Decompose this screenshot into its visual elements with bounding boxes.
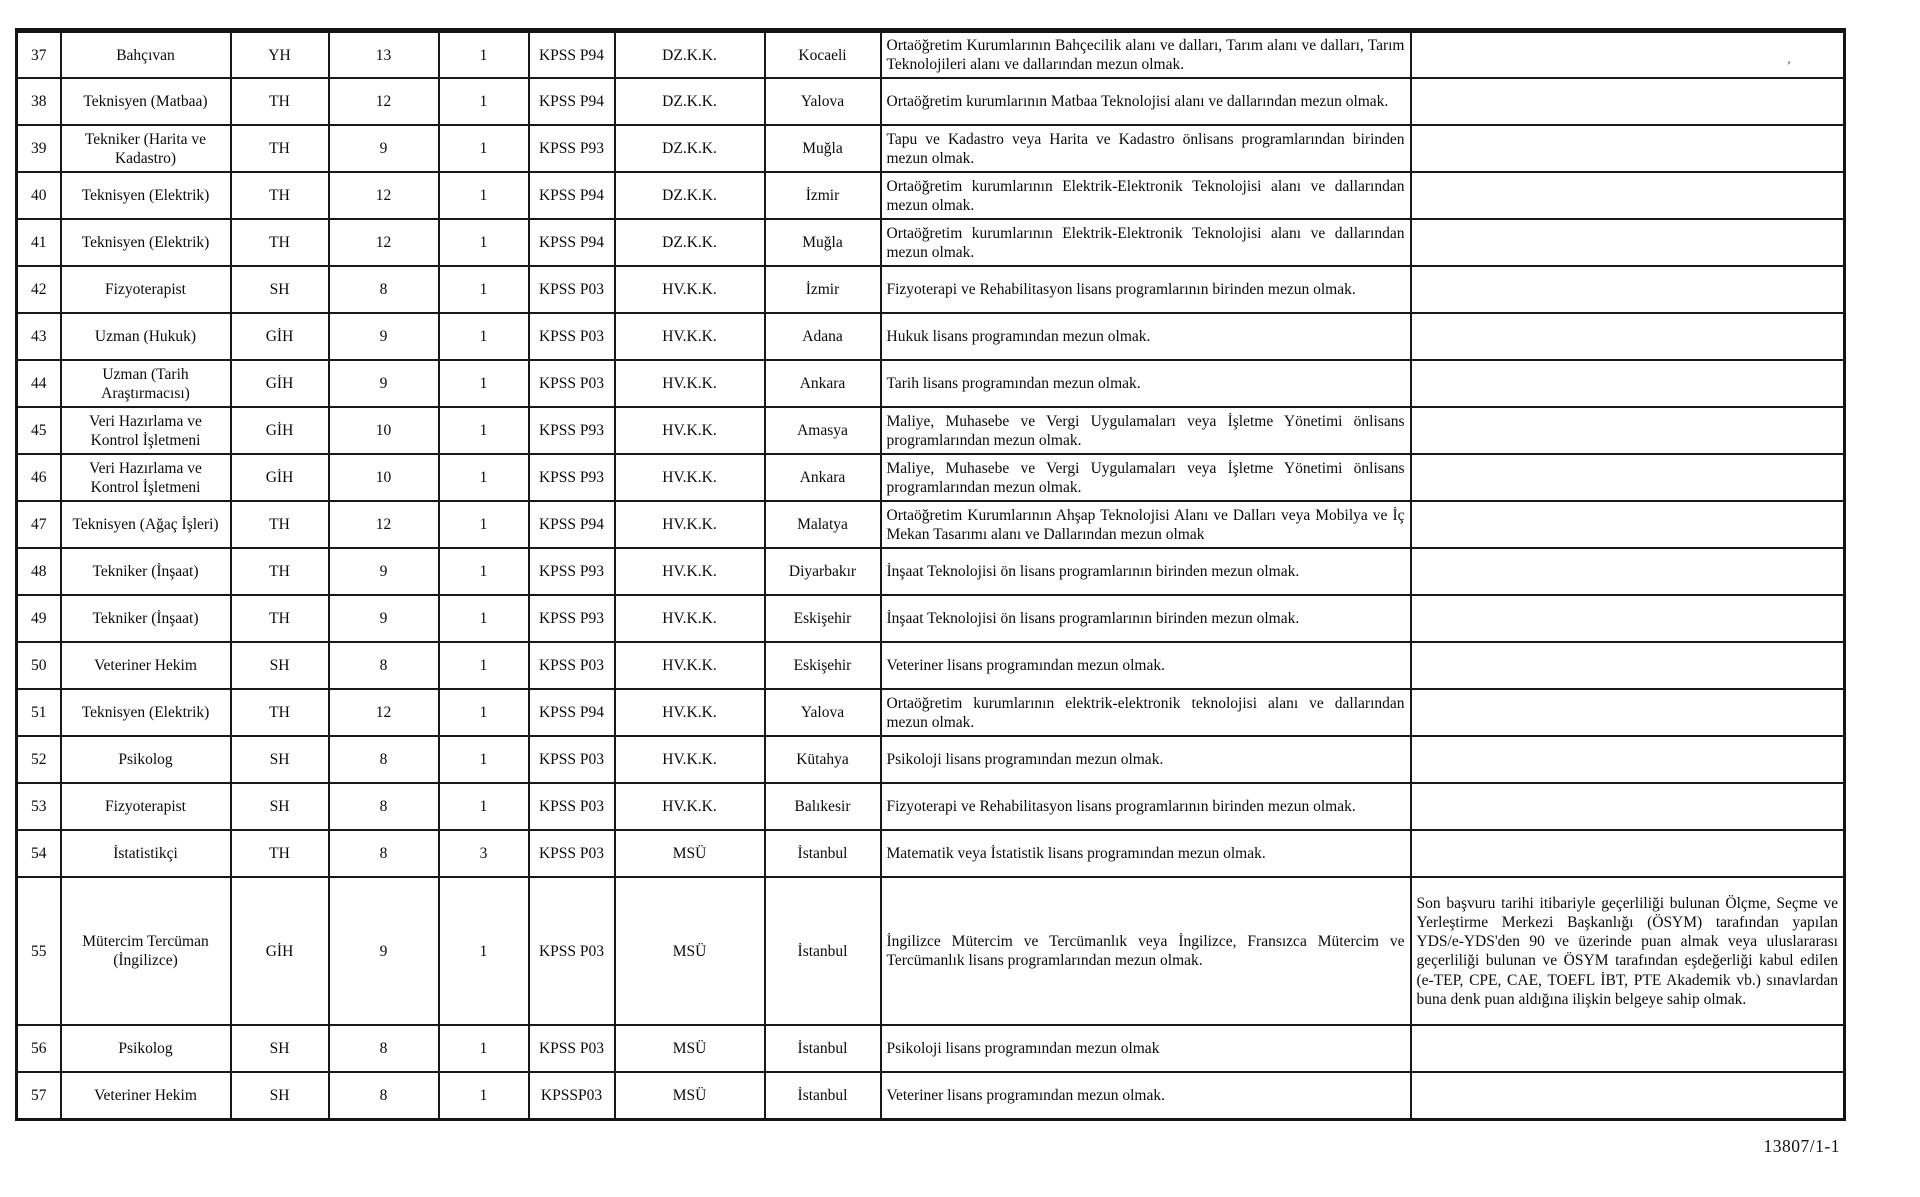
cell-title: Teknisyen (Ağaç İşleri): [61, 501, 231, 548]
cell-city: Yalova: [765, 78, 881, 125]
table-row: [17, 1025, 1845, 1072]
cell-requirement: Ortaöğretim kurumlarının elektrik-elektronik teknolojisi alanı ve dallarından mezun olmak.: [881, 689, 1411, 736]
cell-class: GİH: [231, 454, 329, 501]
cell-count: 1: [439, 877, 529, 1025]
cell-institution: HV.K.K.: [615, 548, 765, 595]
cell-class: SH: [231, 736, 329, 783]
cell-no: 52: [17, 736, 61, 783]
cell-class: TH: [231, 689, 329, 736]
cell-class: SH: [231, 642, 329, 689]
cell-requirement: Ortaöğretim Kurumlarının Ahşap Teknolojisi Alanı ve Dalları veya Mobilya ve İç Mekan Tasarımı alanı ve Dallarından mezun olmak: [881, 501, 1411, 548]
cell-title: Teknisyen (Elektrik): [61, 689, 231, 736]
table-row: [17, 125, 1845, 172]
cell-city: İstanbul: [765, 877, 881, 1025]
cell-title: Teknisyen (Elektrik): [61, 219, 231, 266]
cell-grade: 12: [329, 78, 439, 125]
cell-title: Fizyoterapist: [61, 266, 231, 313]
cell-extra: [1411, 313, 1845, 360]
cell-no: 47: [17, 501, 61, 548]
cell-institution: HV.K.K.: [615, 313, 765, 360]
cell-institution: MSÜ: [615, 1025, 765, 1072]
table-row: [17, 313, 1845, 360]
cell-extra: [1411, 548, 1845, 595]
table-row: [17, 595, 1845, 642]
cell-requirement: Ortaöğretim kurumlarının Elektrik-Elektronik Teknolojisi alanı ve dallarından mezun olmak.: [881, 172, 1411, 219]
table-row: [17, 219, 1845, 266]
cell-kpss: KPSS P03: [529, 360, 615, 407]
cell-city: Diyarbakır: [765, 548, 881, 595]
cell-kpss: KPSS P94: [529, 31, 615, 79]
cell-kpss: KPSS P94: [529, 78, 615, 125]
cell-extra: [1411, 689, 1845, 736]
cell-grade: 8: [329, 1072, 439, 1119]
cell-extra: Son başvuru tarihi itibariyle geçerliliği bulunan Ölçme, Seçme ve Yerleştirme Merkezi Başkanlığı (ÖSYM) tarafından yapılan YDS/e-YDS'den 90 ve üzerinde puan almak veya uluslararası geçerliliği bulunan ve ÖSYM tarafından eşdeğerliği kabul edilen (e-TEP, CPE, CAE, TOEFL İBT, PTE Akademik vb.) sınavlardan buna denk puan aldığına ilişkin belgeye sahip olmak.: [1411, 877, 1845, 1025]
cell-title: Uzman (Hukuk): [61, 313, 231, 360]
cell-count: 1: [439, 313, 529, 360]
cell-kpss: KPSS P94: [529, 501, 615, 548]
cell-kpss: KPSS P03: [529, 266, 615, 313]
cell-grade: 9: [329, 360, 439, 407]
cell-grade: 10: [329, 407, 439, 454]
table-row: [17, 407, 1845, 454]
cell-grade: 10: [329, 454, 439, 501]
cell-kpss: KPSS P94: [529, 219, 615, 266]
cell-institution: MSÜ: [615, 830, 765, 877]
cell-kpss: KPSS P03: [529, 736, 615, 783]
cell-institution: HV.K.K.: [615, 501, 765, 548]
table-row: [17, 736, 1845, 783]
cell-grade: 12: [329, 219, 439, 266]
cell-extra: [1411, 172, 1845, 219]
cell-kpss: KPSS P93: [529, 548, 615, 595]
cell-institution: HV.K.K.: [615, 360, 765, 407]
cell-requirement: Ortaöğretim kurumlarının Matbaa Teknolojisi alanı ve dallarından mezun olmak.: [881, 78, 1411, 125]
cell-institution: HV.K.K.: [615, 454, 765, 501]
table-row: [17, 548, 1845, 595]
cell-no: 43: [17, 313, 61, 360]
cell-requirement: Fizyoterapi ve Rehabilitasyon lisans programlarının birinden mezun olmak.: [881, 266, 1411, 313]
cell-extra: [1411, 736, 1845, 783]
cell-class: SH: [231, 266, 329, 313]
cell-title: Bahçıvan: [61, 31, 231, 79]
cell-grade: 8: [329, 736, 439, 783]
cell-institution: HV.K.K.: [615, 595, 765, 642]
cell-extra: [1411, 642, 1845, 689]
cell-requirement: İnşaat Teknolojisi ön lisans programlarının birinden mezun olmak.: [881, 548, 1411, 595]
cell-no: 55: [17, 877, 61, 1025]
cell-requirement: Hukuk lisans programından mezun olmak.: [881, 313, 1411, 360]
cell-kpss: KPSS P93: [529, 407, 615, 454]
cell-count: 1: [439, 407, 529, 454]
cell-count: 1: [439, 31, 529, 79]
table-row: [17, 877, 1845, 1025]
scan-artifact: ’: [1784, 57, 1792, 74]
cell-city: İzmir: [765, 172, 881, 219]
table-row: [17, 830, 1845, 877]
cell-requirement: Tapu ve Kadastro veya Harita ve Kadastro önlisans programlarından birinden mezun olmak.: [881, 125, 1411, 172]
cell-requirement: Veteriner lisans programından mezun olmak.: [881, 642, 1411, 689]
cell-institution: DZ.K.K.: [615, 219, 765, 266]
cell-title: Uzman (Tarih Araştırmacısı): [61, 360, 231, 407]
cell-class: GİH: [231, 313, 329, 360]
cell-institution: MSÜ: [615, 877, 765, 1025]
cell-class: TH: [231, 830, 329, 877]
cell-count: 1: [439, 689, 529, 736]
cell-institution: MSÜ: [615, 1072, 765, 1119]
cell-city: Adana: [765, 313, 881, 360]
cell-requirement: Maliye, Muhasebe ve Vergi Uygulamaları veya İşletme Yönetimi önlisans programlarından mezun olmak.: [881, 454, 1411, 501]
cell-institution: DZ.K.K.: [615, 31, 765, 79]
cell-requirement: Psikoloji lisans programından mezun olmak.: [881, 736, 1411, 783]
cell-city: Muğla: [765, 219, 881, 266]
table-row: [17, 360, 1845, 407]
cell-extra: [1411, 454, 1845, 501]
cell-institution: HV.K.K.: [615, 642, 765, 689]
cell-requirement: İngilizce Mütercim ve Tercümanlık veya İngilizce, Fransızca Mütercim ve Tercümanlık lisans programlarından mezun olmak.: [881, 877, 1411, 1025]
cell-no: 44: [17, 360, 61, 407]
cell-count: 1: [439, 736, 529, 783]
cell-requirement: Maliye, Muhasebe ve Vergi Uygulamaları veya İşletme Yönetimi önlisans programlarından mezun olmak.: [881, 407, 1411, 454]
cell-kpss: KPSS P03: [529, 877, 615, 1025]
cell-no: 54: [17, 830, 61, 877]
cell-count: 1: [439, 595, 529, 642]
cell-title: İstatistikçi: [61, 830, 231, 877]
cell-title: Tekniker (İnşaat): [61, 548, 231, 595]
cell-class: TH: [231, 172, 329, 219]
cell-extra: [1411, 1072, 1845, 1119]
cell-kpss: KPSS P03: [529, 783, 615, 830]
cell-city: Yalova: [765, 689, 881, 736]
cell-kpss: KPSS P93: [529, 454, 615, 501]
cell-title: Fizyoterapist: [61, 783, 231, 830]
cell-title: Teknisyen (Matbaa): [61, 78, 231, 125]
cell-requirement: Tarih lisans programından mezun olmak.: [881, 360, 1411, 407]
cell-title: Psikolog: [61, 736, 231, 783]
cell-institution: HV.K.K.: [615, 689, 765, 736]
cell-kpss: KPSS P93: [529, 125, 615, 172]
cell-kpss: KPSS P03: [529, 313, 615, 360]
cell-institution: DZ.K.K.: [615, 172, 765, 219]
cell-extra: [1411, 31, 1845, 79]
cell-count: 1: [439, 1025, 529, 1072]
positions-table: [15, 28, 1846, 1121]
cell-no: 56: [17, 1025, 61, 1072]
cell-institution: HV.K.K.: [615, 266, 765, 313]
cell-extra: [1411, 830, 1845, 877]
cell-grade: 9: [329, 595, 439, 642]
cell-no: 42: [17, 266, 61, 313]
cell-no: 45: [17, 407, 61, 454]
cell-requirement: Veteriner lisans programından mezun olmak.: [881, 1072, 1411, 1119]
cell-city: Kocaeli: [765, 31, 881, 79]
cell-grade: 9: [329, 313, 439, 360]
cell-count: 1: [439, 548, 529, 595]
cell-institution: DZ.K.K.: [615, 78, 765, 125]
cell-extra: [1411, 125, 1845, 172]
cell-no: 40: [17, 172, 61, 219]
cell-extra: [1411, 501, 1845, 548]
cell-class: TH: [231, 125, 329, 172]
cell-city: Muğla: [765, 125, 881, 172]
cell-count: 1: [439, 501, 529, 548]
cell-no: 48: [17, 548, 61, 595]
cell-grade: 12: [329, 689, 439, 736]
cell-city: Kütahya: [765, 736, 881, 783]
cell-grade: 8: [329, 1025, 439, 1072]
cell-no: 39: [17, 125, 61, 172]
cell-title: Tekniker (İnşaat): [61, 595, 231, 642]
cell-count: 3: [439, 830, 529, 877]
cell-title: Tekniker (Harita ve Kadastro): [61, 125, 231, 172]
cell-class: TH: [231, 548, 329, 595]
cell-extra: [1411, 266, 1845, 313]
cell-class: GİH: [231, 407, 329, 454]
cell-no: 37: [17, 31, 61, 79]
cell-institution: HV.K.K.: [615, 407, 765, 454]
table-row: [17, 1072, 1845, 1119]
cell-count: 1: [439, 1072, 529, 1119]
cell-requirement: Fizyoterapi ve Rehabilitasyon lisans programlarının birinden mezun olmak.: [881, 783, 1411, 830]
cell-requirement: Ortaöğretim kurumlarının Elektrik-Elektronik Teknolojisi alanı ve dallarından mezun olmak.: [881, 219, 1411, 266]
cell-class: TH: [231, 501, 329, 548]
cell-city: İstanbul: [765, 1025, 881, 1072]
table-row: [17, 78, 1845, 125]
cell-grade: 9: [329, 877, 439, 1025]
cell-institution: DZ.K.K.: [615, 125, 765, 172]
cell-city: Eskişehir: [765, 595, 881, 642]
cell-extra: [1411, 360, 1845, 407]
cell-grade: 8: [329, 266, 439, 313]
cell-count: 1: [439, 78, 529, 125]
table-row: [17, 31, 1845, 79]
cell-kpss: KPSS P03: [529, 830, 615, 877]
cell-no: 53: [17, 783, 61, 830]
cell-class: SH: [231, 1072, 329, 1119]
cell-requirement: Ortaöğretim Kurumlarının Bahçecilik alanı ve dalları, Tarım alanı ve dalları, Tarım Teknolojileri alanı ve dallarından mezun olmak.: [881, 31, 1411, 79]
cell-title: Veteriner Hekim: [61, 642, 231, 689]
table-row: [17, 266, 1845, 313]
page-footer-code: 13807/1-1: [1763, 1136, 1840, 1156]
cell-count: 1: [439, 125, 529, 172]
cell-city: Ankara: [765, 454, 881, 501]
cell-grade: 9: [329, 548, 439, 595]
cell-extra: [1411, 219, 1845, 266]
cell-no: 49: [17, 595, 61, 642]
cell-count: 1: [439, 219, 529, 266]
table-row: [17, 642, 1845, 689]
table-row: [17, 783, 1845, 830]
cell-class: GİH: [231, 360, 329, 407]
cell-extra: [1411, 783, 1845, 830]
cell-city: İstanbul: [765, 830, 881, 877]
cell-extra: [1411, 78, 1845, 125]
cell-grade: 13: [329, 31, 439, 79]
cell-no: 41: [17, 219, 61, 266]
cell-extra: [1411, 1025, 1845, 1072]
cell-city: Eskişehir: [765, 642, 881, 689]
cell-class: TH: [231, 78, 329, 125]
cell-extra: [1411, 595, 1845, 642]
cell-grade: 12: [329, 501, 439, 548]
cell-kpss: KPSS P94: [529, 172, 615, 219]
cell-class: TH: [231, 219, 329, 266]
cell-grade: 8: [329, 642, 439, 689]
cell-title: Mütercim Tercüman (İngilizce): [61, 877, 231, 1025]
cell-count: 1: [439, 360, 529, 407]
table-row: [17, 501, 1845, 548]
cell-no: 46: [17, 454, 61, 501]
cell-count: 1: [439, 172, 529, 219]
cell-requirement: Psikoloji lisans programından mezun olmak: [881, 1025, 1411, 1072]
cell-kpss: KPSSP03: [529, 1072, 615, 1119]
cell-class: GİH: [231, 877, 329, 1025]
cell-class: TH: [231, 595, 329, 642]
cell-city: Balıkesir: [765, 783, 881, 830]
cell-requirement: Matematik veya İstatistik lisans programından mezun olmak.: [881, 830, 1411, 877]
cell-class: SH: [231, 783, 329, 830]
cell-kpss: KPSS P03: [529, 1025, 615, 1072]
cell-institution: HV.K.K.: [615, 736, 765, 783]
cell-kpss: KPSS P03: [529, 642, 615, 689]
cell-requirement: İnşaat Teknolojisi ön lisans programlarının birinden mezun olmak.: [881, 595, 1411, 642]
cell-grade: 9: [329, 125, 439, 172]
cell-city: Ankara: [765, 360, 881, 407]
cell-count: 1: [439, 266, 529, 313]
cell-class: YH: [231, 31, 329, 79]
cell-count: 1: [439, 642, 529, 689]
cell-title: Veri Hazırlama ve Kontrol İşletmeni: [61, 407, 231, 454]
table-row: [17, 689, 1845, 736]
cell-city: Amasya: [765, 407, 881, 454]
cell-institution: HV.K.K.: [615, 783, 765, 830]
cell-extra: [1411, 407, 1845, 454]
cell-no: 50: [17, 642, 61, 689]
cell-title: Psikolog: [61, 1025, 231, 1072]
cell-count: 1: [439, 454, 529, 501]
cell-grade: 8: [329, 830, 439, 877]
cell-no: 51: [17, 689, 61, 736]
cell-title: Veri Hazırlama ve Kontrol İşletmeni: [61, 454, 231, 501]
cell-class: SH: [231, 1025, 329, 1072]
cell-title: Teknisyen (Elektrik): [61, 172, 231, 219]
cell-grade: 8: [329, 783, 439, 830]
table-row: [17, 172, 1845, 219]
cell-kpss: KPSS P94: [529, 689, 615, 736]
cell-kpss: KPSS P93: [529, 595, 615, 642]
cell-title: Veteriner Hekim: [61, 1072, 231, 1119]
cell-city: İzmir: [765, 266, 881, 313]
cell-count: 1: [439, 783, 529, 830]
cell-city: Malatya: [765, 501, 881, 548]
cell-no: 57: [17, 1072, 61, 1119]
cell-city: İstanbul: [765, 1072, 881, 1119]
cell-grade: 12: [329, 172, 439, 219]
table-row: [17, 454, 1845, 501]
cell-no: 38: [17, 78, 61, 125]
